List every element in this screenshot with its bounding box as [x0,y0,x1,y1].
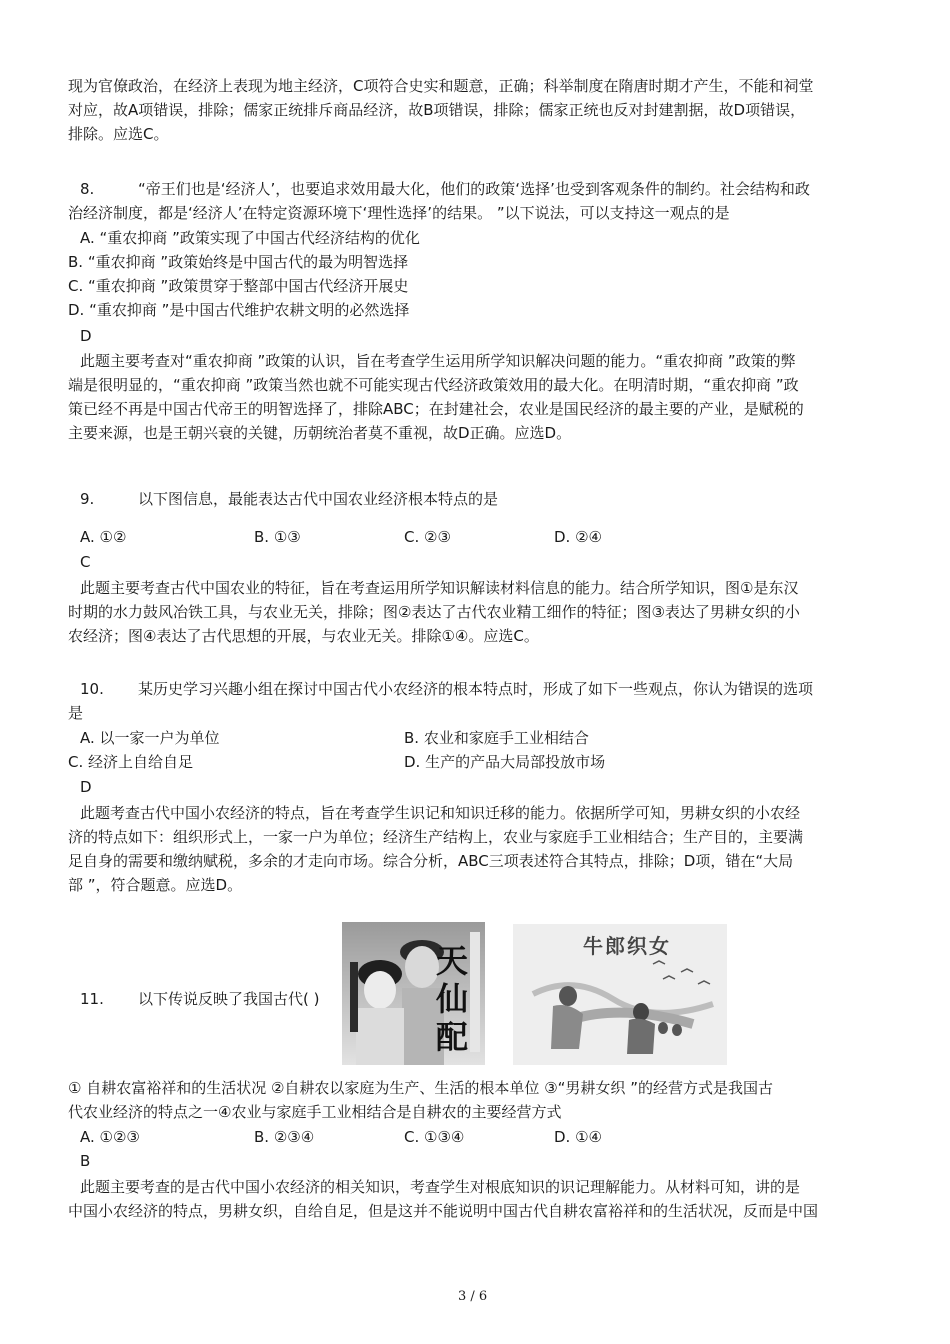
intro-line: 现为官僚政治，在经济上表现为地主经济，C项符合史实和题意，正确；科举制度在隋唐时期才产生，不能和祠堂 [68,77,814,95]
explanation-line: 此题考查古代中国小农经济的特点，旨在考查学生识记和知识迁移的能力。依据所学可知，男耕女织的小农经 [80,804,801,822]
intro-line: 对应，故A项错误，排除；儒家正统排斥商品经济，故B项错误，排除；儒家正统也反对封建割据，故D项错误， [68,101,806,119]
option-a: A. “重农抑商 ”政策实现了中国古代经济结构的优化 [80,229,420,247]
poster-title-char: 配 [435,1018,468,1056]
statement-line: 代农业经济的特点之一④农业与家庭手工业相结合是自耕农的主要经营方式 [68,1103,562,1121]
question-stem-line: 某历史学习兴趣小组在探讨中国古代小农经济的根本特点时，形成了如下一些观点，你认为错误的选项 [138,680,814,698]
question-number: 8. [80,180,95,198]
option-c: C. 经济上自给自足 [68,753,194,771]
explanation-line: 端是很明显的，“重农抑商 ”政策当然也就不可能实现古代经济政策效用的最大化。在明清时期，“重农抑商 ”政 [68,376,799,394]
question-stem-line: 是 [68,704,84,722]
option-c: C. “重农抑商 ”政策贯穿于整部中国古代经济开展史 [68,277,409,295]
poster-title-char: 仙 [435,980,468,1018]
question-stem-line: 以下图信息，最能表达古代中国农业经济根本特点的是 [138,490,499,508]
explanation-line: 主要来源，也是王朝兴衰的关键，历朝统治者莫不重视，故D正确。应选D。 [68,424,572,442]
answer: C [80,553,91,571]
option-b: B. 农业和家庭手工业相结合 [404,729,589,747]
option-d: D. 生产的产品大局部投放市场 [404,753,606,771]
question-stem [80,679,813,699]
poster-title [432,942,472,1056]
question-stem-line: 治经济制度，都是‘经济人’在特定资源环境下‘理性选择’的结果。 ”以下说法，可以支持这一观点的是 [68,204,730,222]
poster-title-char: 天 [435,942,468,980]
option-a: A. ①②③ [80,1128,140,1146]
answer: D [80,778,92,796]
explanation-line: 此题主要考查的是古代中国小农经济的相关知识，考查学生对根底知识的识记理解能力。从材料可知，讲的是 [80,1178,801,1196]
question-number: 9. [80,490,95,508]
question-stem [80,989,319,1009]
option-d: D. “重农抑商 ”是中国古代维护农耕文明的必然选择 [68,301,410,319]
question-number: 11. [80,990,104,1008]
question-stem-line: “帝王们也是‘经济人’，也要追求效用最大化，他们的政策‘选择’也受到客观条件的制约。社会结构和政 [138,180,810,198]
answer: B [80,1152,91,1170]
explanation-line: 足自身的需要和缴纳赋税，多余的才走向市场。综合分析，ABC三项表述符合其特点，排除；D项，错在“大局 [68,852,794,870]
explanation-line: 策已经不再是中国古代帝王的明智选择了，排除ABC；在封建社会，农业是国民经济的最主要的产业，是赋税的 [68,400,804,418]
page-number: 3 / 6 [458,1289,488,1304]
explanation-line: 时期的水力鼓风冶铁工具，与农业无关，排除；图②表达了古代农业精工细作的特征；图③表达了男耕女织的小 [68,603,800,621]
intro-line: 排除。应选C。 [68,125,169,143]
question-stem [80,489,498,509]
answer: D [80,327,92,345]
tianxianpei-poster-image [342,922,485,1065]
explanation-line: 中国小农经济的特点，男耕女织，自给自足，但是这并不能说明中国古代自耕农富裕祥和的生活状况，反而是中国 [68,1202,819,1220]
option-c: C. ②③ [404,528,451,546]
explanation-line: 农经济；图④表达了古代思想的开展，与农业无关。排除①④。应选C。 [68,627,539,645]
option-a: A. ①② [80,528,127,546]
option-b: B. ①③ [254,528,301,546]
image-title: 牛郎织女 [583,934,671,958]
option-b: B. “重农抑商 ”政策始终是中国古代的最为明智选择 [68,253,409,271]
option-d: D. ①④ [554,1128,602,1146]
option-a: A. 以一家一户为单位 [80,729,220,747]
explanation-line: 济的特点如下：组织形式上，一家一户为单位；经济生产结构上，农业与家庭手工业相结合；生产目的，主要满 [68,828,804,846]
explanation-line: 部 ”，符合题意。应选D。 [68,876,243,894]
question-stem-line: 以下传说反映了我国古代( ) [138,990,320,1008]
question-number: 10. [80,680,104,698]
niulangzhinu-image [513,924,727,1065]
statement-line: ① 自耕农富裕祥和的生活状况 ②自耕农以家庭为生产、生活的根本单位 ③“男耕女织 ”的经营方式是我国古 [68,1079,773,1097]
question-stem [80,179,810,199]
option-c: C. ①③④ [404,1128,465,1146]
explanation-line: 此题主要考查古代中国农业的特征，旨在考查运用所学知识解读材料信息的能力。结合所学知识，图①是东汉 [80,579,799,597]
explanation-line: 此题主要考查对“重农抑商 ”政策的认识，旨在考查学生运用所学知识解决问题的能力。“重农抑商 ”政策的弊 [80,352,796,370]
option-d: D. ②④ [554,528,602,546]
option-b: B. ②③④ [254,1128,315,1146]
